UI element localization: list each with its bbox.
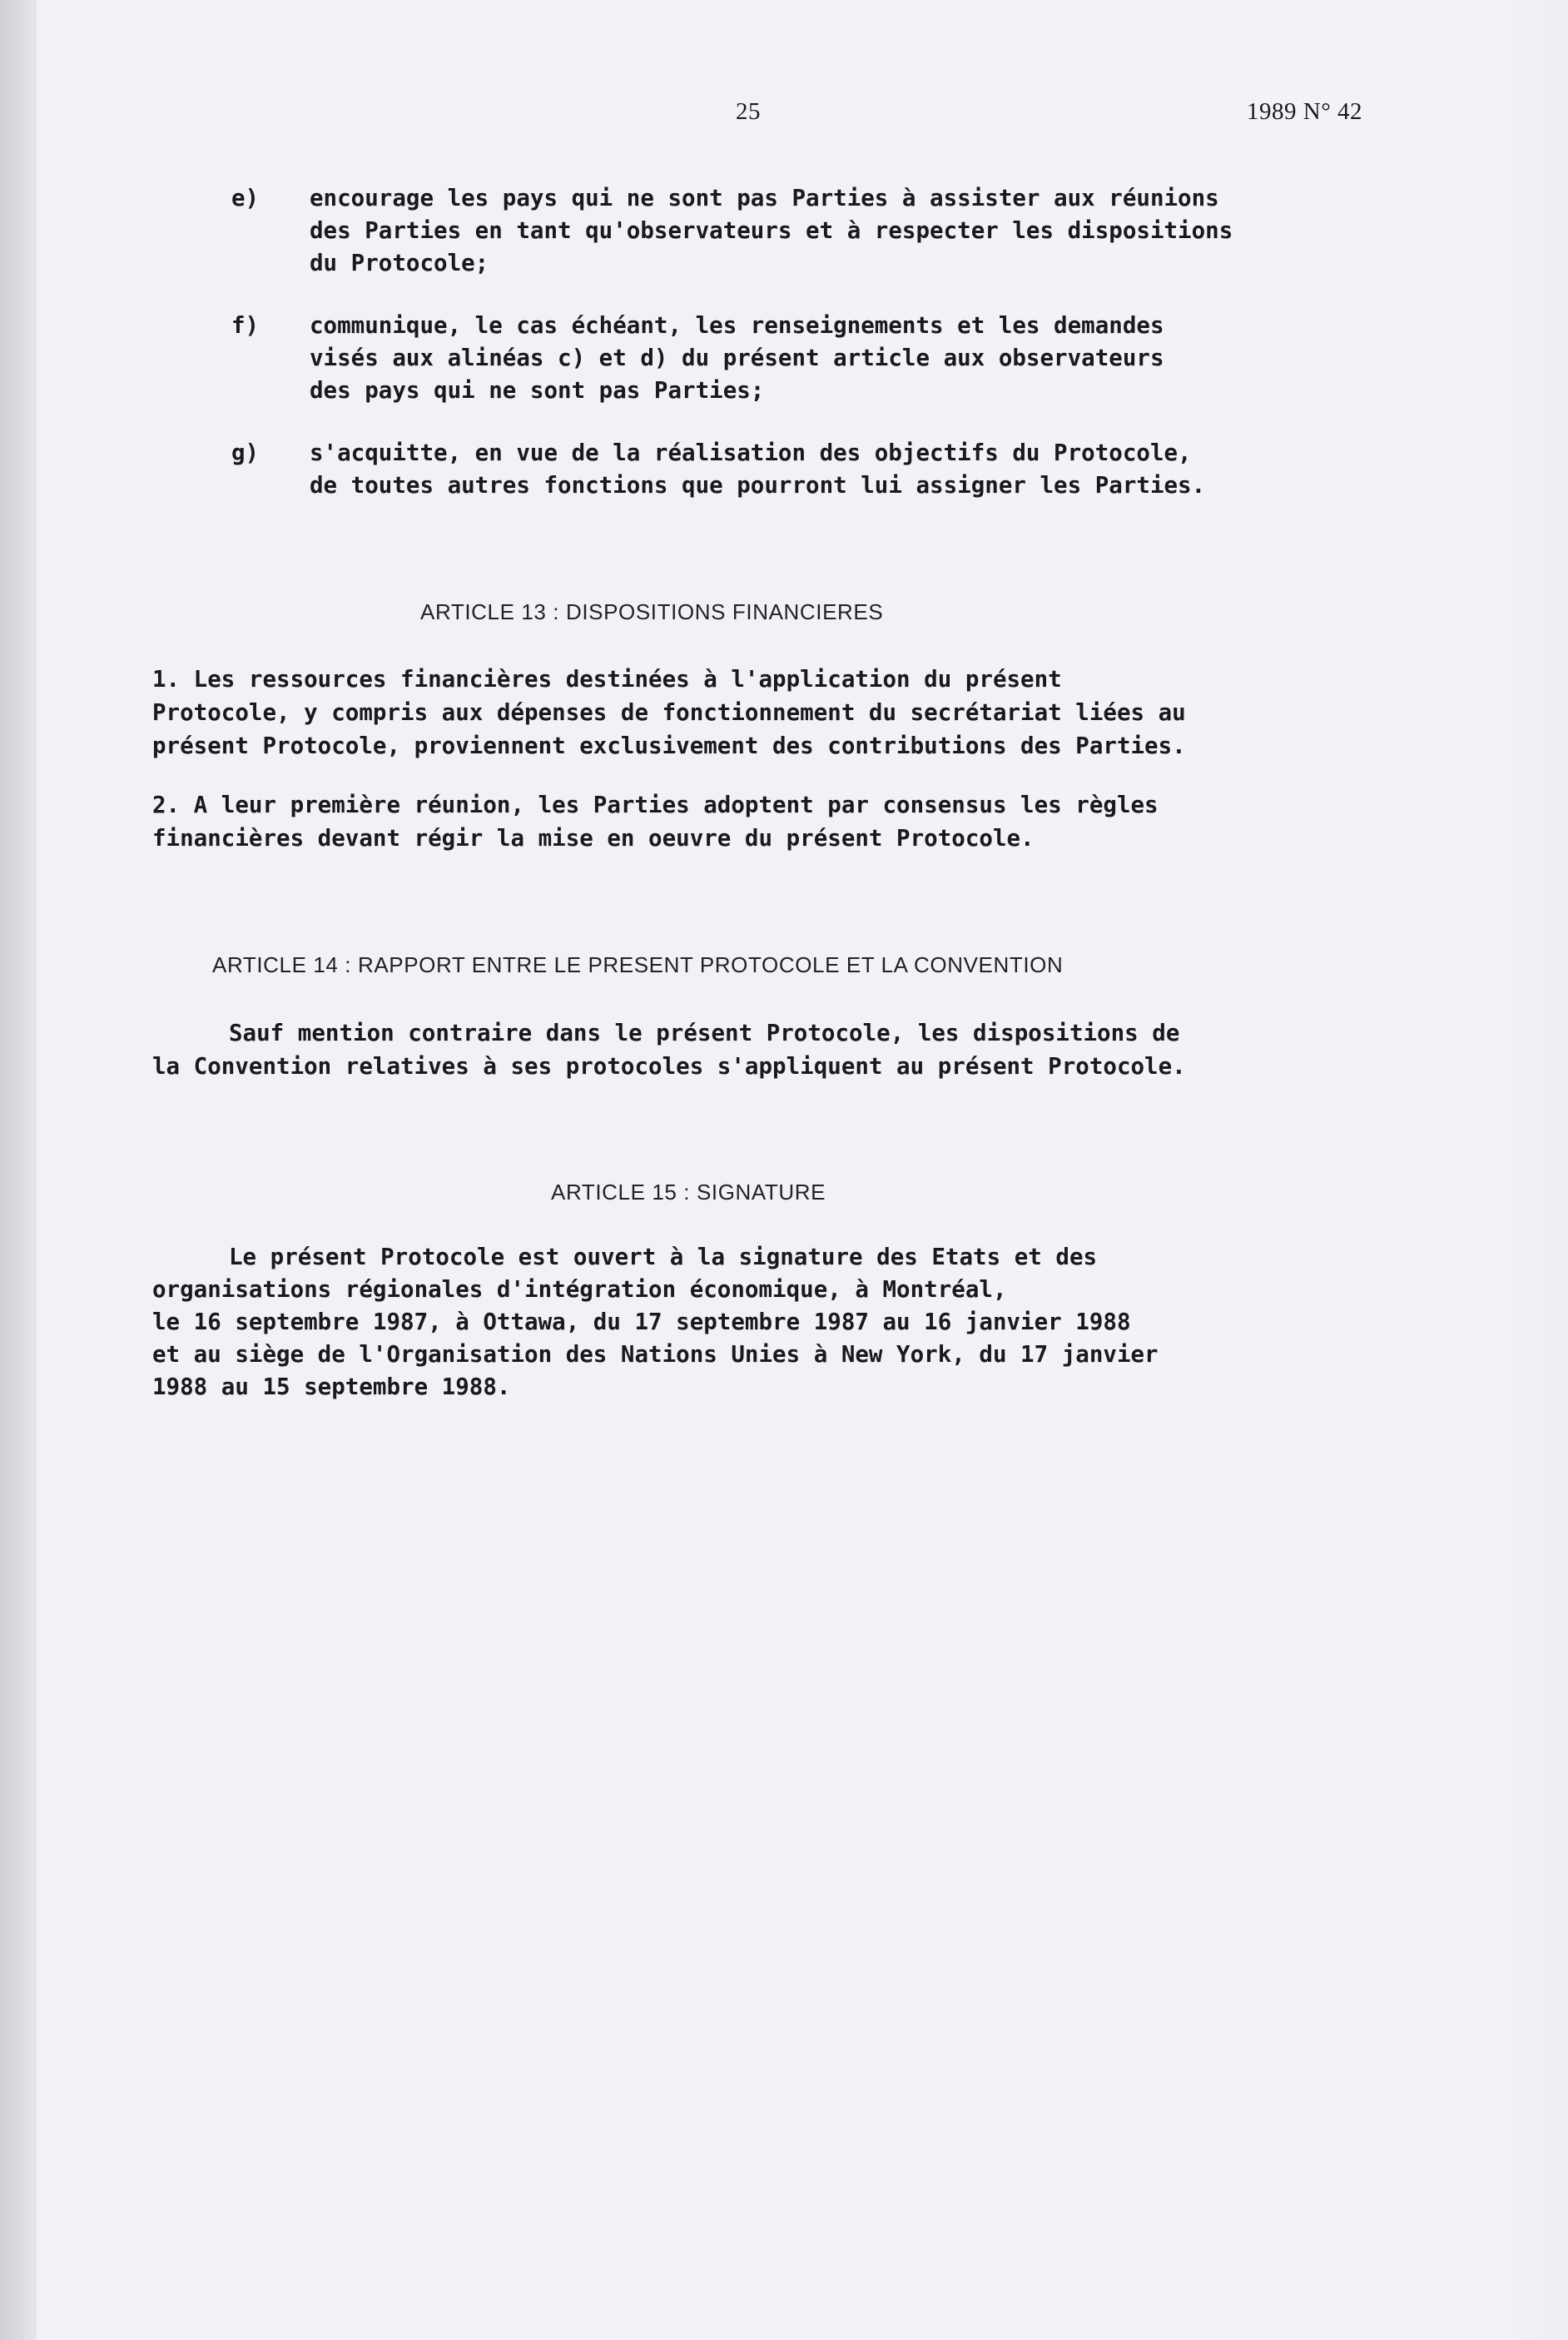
list-item-label: g) — [231, 440, 260, 466]
list-item-text: s'acquitte, en vue de la réalisation des objectifs du Protocole, de toutes autres fonctions que pourront lui assigner les Parties. — [310, 440, 1206, 499]
page-number: 25 — [736, 98, 761, 125]
article-13-paragraph-2: 2. A leur première réunion, les Parties adoptent par consensus les règles financières devant régir la mise en oeuvre du présent Protocole. — [152, 792, 1159, 852]
article-14-heading: ARTICLE 14 : RAPPORT ENTRE LE PRESENT PROTOCOLE ET LA CONVENTION — [212, 952, 1064, 977]
list-item-text: encourage les pays qui ne sont pas Parties à assister aux réunions des Parties en tant qu'observateurs et à respecter les dispositions du Protocole; — [310, 185, 1233, 276]
list-item-label: e) — [231, 185, 260, 211]
article-15-paragraph: Le présent Protocole est ouvert à la signature des Etats et des organisations régionales d'intégration économique, à Montréal, le 16 septembre 1987, à Ottawa, du 17 septembre 1987 au 16 janvier 1988 et au siège de l'Organisation des Nations Unies à New York, du 17 janvier 1988 au 15 septembre 1988. — [152, 1244, 1159, 1400]
article-13-paragraph-1: 1. Les ressources financières destinées à l'application du présent Protocole, y compris aux dépenses de fonctionnement du secrétariat liées au présent Protocole, proviennent exclusivement des contributions des Parties. — [152, 666, 1186, 759]
document-reference: 1989 N° 42 — [1247, 98, 1363, 125]
article-15-heading: ARTICLE 15 : SIGNATURE — [551, 1180, 826, 1205]
list-item-text: communique, le cas échéant, les renseignements et les demandes visés aux alinéas c) et d) du présent article aux observateurs des pays qui ne sont pas Parties; — [310, 312, 1164, 404]
article-14-paragraph: Sauf mention contraire dans le présent Protocole, les dispositions de la Convention relatives à ses protocoles s'appliquent au présent Protocole. — [152, 1020, 1186, 1080]
list-item-label: f) — [231, 312, 260, 339]
article-13-heading: ARTICLE 13 : DISPOSITIONS FINANCIERES — [420, 599, 884, 624]
binding-edge — [0, 0, 37, 2340]
